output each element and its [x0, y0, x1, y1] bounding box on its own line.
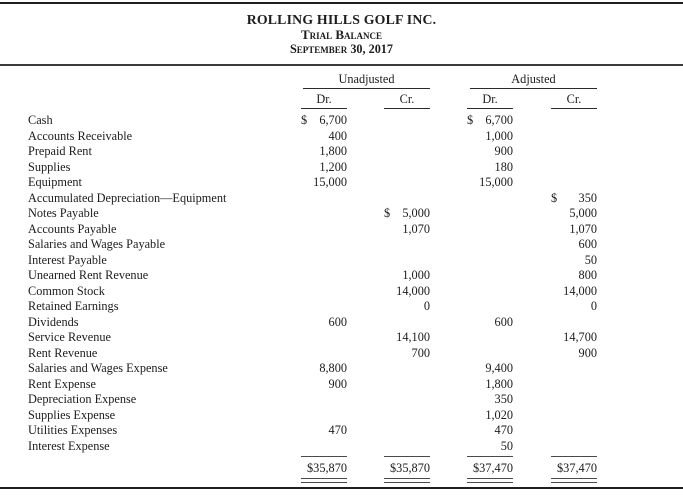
amount: [384, 284, 430, 300]
unadjusted-cr-cell: [347, 206, 430, 222]
adjusted-cr-cell: [513, 299, 597, 315]
account-name-cell: [28, 237, 264, 253]
adjusted-dr-header-cell: [430, 92, 513, 109]
account-name: Depreciation Expense: [28, 392, 137, 407]
adjusted-cr-cell: [513, 408, 597, 424]
adjusted-dr-total: $37,470: [473, 461, 513, 476]
account-name: Salaries and Wages Payable: [28, 237, 166, 252]
adjusted-cr-value: 14,000: [563, 283, 597, 298]
table-row: [0, 129, 683, 145]
amount: [551, 253, 597, 269]
unadjusted-group-cell: [264, 72, 430, 89]
unadjusted-dr-cell: [264, 408, 347, 424]
account-name-cell: [28, 113, 264, 129]
amount: [551, 330, 597, 346]
unadjusted-cr-cell: [347, 253, 430, 269]
account-name-cell: [28, 315, 264, 331]
adjusted-dr-value: 470: [494, 423, 513, 438]
adjusted-cr-value: 14,700: [563, 330, 597, 345]
unadjusted-dr-cell: [264, 129, 347, 145]
unadjusted-dr-cell: [264, 113, 347, 129]
account-name-cell: [28, 392, 264, 408]
unadjusted-dr-cell: [264, 377, 347, 393]
unadjusted-cr-value: 14,100: [396, 330, 430, 345]
table-row: [0, 423, 683, 439]
account-name: Equipment: [28, 175, 82, 190]
unadjusted-dr-cell: [264, 160, 347, 176]
account-name: Accounts Receivable: [28, 128, 133, 143]
account-name: Rent Revenue: [28, 345, 98, 360]
adjusted-group-cell: [430, 72, 597, 89]
adjusted-cr-cell: [513, 129, 597, 145]
adjusted-dr-value: 1,020: [485, 407, 513, 422]
amount: [301, 160, 347, 176]
unadjusted-dr-cell: [264, 284, 347, 300]
adjusted-cr-cell: [513, 423, 597, 439]
double-rule: [384, 478, 430, 483]
account-name-cell: [28, 206, 264, 222]
adjusted-dr-value: 180: [494, 159, 513, 174]
double-rule: [467, 478, 513, 483]
unadjusted-cr-cell: [347, 423, 430, 439]
unadjusted-cr-cell: [347, 284, 430, 300]
amount: [384, 222, 430, 238]
adjusted-dr-value: 350: [494, 392, 513, 407]
account-name-cell: [28, 377, 264, 393]
amount: [384, 206, 430, 222]
adjusted-dr-value: 1,000: [485, 128, 513, 143]
unadjusted-dr-cell: [264, 144, 347, 160]
adjusted-cr-value: 600: [578, 237, 597, 252]
unadjusted-dr-cell: [264, 175, 347, 191]
single-rule: [467, 456, 513, 457]
unadjusted-cr-value: 14,000: [396, 283, 430, 298]
unadjusted-dr-cell: [264, 439, 347, 455]
adjusted-dr-cell: [430, 175, 513, 191]
account-name: Rent Expense: [28, 376, 96, 391]
account-name: Interest Expense: [28, 438, 110, 453]
amount: [384, 268, 430, 284]
adjusted-dr-cell: [430, 361, 513, 377]
unadjusted-cr-cell: [347, 346, 430, 362]
amount: [551, 222, 597, 238]
unadjusted-dr-total-cell: [264, 460, 347, 476]
unadjusted-dr-value: 6,700: [319, 113, 347, 128]
report-title: Trial Balance: [300, 27, 383, 43]
currency-symbol: $: [551, 190, 558, 205]
unadjusted-cr-cell: [347, 237, 430, 253]
amount: [301, 377, 347, 393]
unadjusted-dr-value: 400: [328, 128, 347, 143]
unadjusted-cr-cell: [347, 191, 430, 207]
adjusted-dr-cell: [430, 222, 513, 238]
unadjusted-cr-cell: [347, 222, 430, 238]
amount: [467, 129, 513, 145]
adjusted-cr-cell: [513, 175, 597, 191]
unadjusted-cr-cell: [347, 299, 430, 315]
amount: [551, 346, 597, 362]
adjusted-group-label: Adjusted: [470, 72, 597, 89]
adjusted-cr-value: 5,000: [569, 206, 597, 221]
top-rule: [0, 2, 683, 4]
totals-label-spacer: [28, 460, 264, 476]
table-row: [0, 113, 683, 129]
unadjusted-dr-cell: [264, 423, 347, 439]
account-name: Interest Payable: [28, 252, 107, 267]
account-subheader-spacer: [28, 92, 264, 109]
adjusted-dr-cell: [430, 113, 513, 129]
account-rows: [0, 113, 683, 454]
adjusted-cr-value: 900: [578, 345, 597, 360]
adjusted-dr-cell: [430, 299, 513, 315]
adjusted-dr-cell: [430, 144, 513, 160]
unadjusted-dr-cell: [264, 392, 347, 408]
account-name-cell: [28, 423, 264, 439]
account-name: Utilities Expenses: [28, 423, 118, 438]
amount: [301, 361, 347, 377]
table-row: [0, 361, 683, 377]
account-name-cell: [28, 191, 264, 207]
adjusted-cr-cell: [513, 113, 597, 129]
currency-symbol: $: [384, 206, 391, 221]
adjusted-cr-cell: [513, 160, 597, 176]
amount: [551, 191, 597, 207]
adjusted-dr-cell: [430, 284, 513, 300]
adjusted-cr-cell: [513, 330, 597, 346]
account-name: Salaries and Wages Expense: [28, 361, 168, 376]
account-name: Unearned Rent Revenue: [28, 268, 149, 283]
account-name-cell: [28, 144, 264, 160]
adjusted-cr-cell: [513, 144, 597, 160]
adjusted-cr-cell: [513, 346, 597, 362]
adjusted-dr-double-rule-cell: [430, 478, 513, 483]
totals-double-rule-row: [0, 478, 683, 483]
adjusted-dr-total-cell: [430, 460, 513, 476]
table-row: [0, 299, 683, 315]
table-row: [0, 191, 683, 207]
table-row: [0, 330, 683, 346]
table-row: [0, 253, 683, 269]
adjusted-dr-value: 6,700: [485, 113, 513, 128]
unadjusted-dr-value: 8,800: [319, 361, 347, 376]
adjusted-cr-cell: [513, 237, 597, 253]
unadjusted-cr-header: Cr.: [384, 92, 430, 109]
adjusted-dr-cell: [430, 439, 513, 455]
adjusted-dr-cell: [430, 346, 513, 362]
account-name: Supplies Expense: [28, 407, 116, 422]
unadjusted-dr-cell: [264, 268, 347, 284]
unadjusted-dr-cell: [264, 237, 347, 253]
amount: [384, 299, 430, 315]
adjusted-dr-cell: [430, 253, 513, 269]
amount: [467, 160, 513, 176]
table-row: [0, 392, 683, 408]
adjusted-dr-value: 15,000: [479, 175, 513, 190]
unadjusted-cr-total: $35,870: [390, 461, 430, 476]
table-row: [0, 346, 683, 362]
unadjusted-cr-cell: [347, 268, 430, 284]
amount: [467, 175, 513, 191]
account-name-cell: [28, 408, 264, 424]
adjusted-dr-cell: [430, 160, 513, 176]
amount: [551, 237, 597, 253]
report-date: September 30, 2017: [290, 42, 393, 57]
table-row: [0, 284, 683, 300]
amount: [301, 423, 347, 439]
single-rule: [301, 456, 347, 457]
account-name-cell: [28, 284, 264, 300]
account-name-cell: [28, 129, 264, 145]
totals-row: [0, 460, 683, 476]
unadjusted-cr-cell: [347, 408, 430, 424]
amount: [467, 144, 513, 160]
amount: [301, 113, 347, 129]
adjusted-cr-cell: [513, 377, 597, 393]
adjusted-cr-cell: [513, 253, 597, 269]
table-row: [0, 268, 683, 284]
adjusted-cr-cell: [513, 222, 597, 238]
table-row: [0, 206, 683, 222]
rule-spacer: [28, 478, 264, 483]
adjusted-cr-value: 1,070: [569, 221, 597, 236]
amount: [551, 206, 597, 222]
account-name-cell: [28, 299, 264, 315]
unadjusted-dr-value: 1,200: [319, 159, 347, 174]
unadjusted-dr-cell: [264, 222, 347, 238]
unadjusted-dr-cell: [264, 361, 347, 377]
account-header-spacer: [28, 72, 264, 89]
unadjusted-cr-value: 700: [411, 345, 430, 360]
amount: [384, 330, 430, 346]
unadjusted-dr-double-rule-cell: [264, 478, 347, 483]
unadjusted-cr-double-rule-cell: [347, 478, 430, 483]
unadjusted-cr-cell: [347, 160, 430, 176]
adjusted-dr-cell: [430, 191, 513, 207]
unadjusted-dr-cell: [264, 330, 347, 346]
unadjusted-dr-cell: [264, 315, 347, 331]
adjusted-cr-header-cell: [513, 92, 597, 109]
adjusted-cr-header: Cr.: [551, 92, 597, 109]
unadjusted-dr-value: 1,800: [319, 144, 347, 159]
account-name-cell: [28, 222, 264, 238]
table-row: [0, 222, 683, 238]
unadjusted-cr-header-cell: [347, 92, 430, 109]
adjusted-cr-cell: [513, 439, 597, 455]
unadjusted-cr-cell: [347, 113, 430, 129]
account-name: Prepaid Rent: [28, 144, 92, 159]
adjusted-dr-value: 50: [500, 438, 513, 453]
adjusted-dr-cell: [430, 268, 513, 284]
unadjusted-dr-cell: [264, 191, 347, 207]
table-row: [0, 377, 683, 393]
column-group-header-row: [0, 72, 683, 89]
table-row: [0, 439, 683, 455]
adjusted-cr-value: 50: [584, 252, 597, 267]
unadjusted-dr-header: Dr.: [301, 92, 347, 109]
unadjusted-cr-cell: [347, 392, 430, 408]
unadjusted-cr-cell: [347, 330, 430, 346]
amount: [551, 299, 597, 315]
unadjusted-cr-value: 1,000: [402, 268, 430, 283]
amount: [301, 175, 347, 191]
adjusted-cr-value: 0: [590, 299, 597, 314]
unadjusted-cr-value: 0: [423, 299, 430, 314]
account-name: Accounts Payable: [28, 221, 117, 236]
unadjusted-cr-cell: [347, 175, 430, 191]
account-name: Accumulated Depreciation—Equipment: [28, 190, 227, 205]
double-rule: [551, 478, 597, 483]
table-row: [0, 144, 683, 160]
table-row: [0, 175, 683, 191]
adjusted-cr-double-rule-cell: [513, 478, 597, 483]
account-name: Notes Payable: [28, 206, 99, 221]
unadjusted-dr-value: 470: [328, 423, 347, 438]
adjusted-dr-cell: [430, 129, 513, 145]
unadjusted-dr-value: 600: [328, 314, 347, 329]
account-name-cell: [28, 439, 264, 455]
amount: [301, 129, 347, 145]
adjusted-cr-cell: [513, 191, 597, 207]
table-row: [0, 315, 683, 331]
adjusted-cr-cell: [513, 361, 597, 377]
unadjusted-cr-cell: [347, 377, 430, 393]
single-rule: [551, 456, 597, 457]
account-name: Supplies: [28, 159, 71, 174]
unadjusted-cr-cell: [347, 439, 430, 455]
amount: [467, 439, 513, 455]
bottom-rule: [0, 487, 683, 489]
adjusted-dr-cell: [430, 392, 513, 408]
amount: [301, 144, 347, 160]
currency-symbol: $: [467, 113, 474, 128]
adjusted-cr-cell: [513, 315, 597, 331]
unadjusted-cr-cell: [347, 361, 430, 377]
table-row: [0, 160, 683, 176]
unadjusted-group-label: Unadjusted: [303, 72, 430, 89]
unadjusted-dr-total: $35,870: [307, 461, 347, 476]
unadjusted-cr-cell: [347, 315, 430, 331]
account-name-cell: [28, 268, 264, 284]
unadjusted-dr-cell: [264, 253, 347, 269]
adjusted-cr-cell: [513, 284, 597, 300]
amount: [467, 408, 513, 424]
unadjusted-dr-cell: [264, 299, 347, 315]
adjusted-cr-total-cell: [513, 460, 597, 476]
unadjusted-cr-cell: [347, 129, 430, 145]
adjusted-dr-cell: [430, 206, 513, 222]
unadjusted-dr-value: 15,000: [313, 175, 347, 190]
account-name-cell: [28, 160, 264, 176]
adjusted-cr-cell: [513, 268, 597, 284]
company-name: ROLLING HILLS GOLF INC.: [246, 12, 437, 27]
adjusted-cr-cell: [513, 206, 597, 222]
unadjusted-dr-value: 900: [328, 376, 347, 391]
adjusted-dr-value: 900: [494, 144, 513, 159]
amount: [551, 268, 597, 284]
unadjusted-cr-total-cell: [347, 460, 430, 476]
unadjusted-dr-cell: [264, 206, 347, 222]
amount: [467, 392, 513, 408]
unadjusted-dr-header-cell: [264, 92, 347, 109]
amount: [467, 423, 513, 439]
amount: [301, 315, 347, 331]
adjusted-dr-cell: [430, 237, 513, 253]
currency-symbol: $: [301, 113, 308, 128]
adjusted-dr-cell: [430, 330, 513, 346]
header-divider-rule: [0, 64, 683, 67]
adjusted-dr-value: 600: [494, 314, 513, 329]
adjusted-dr-cell: [430, 377, 513, 393]
adjusted-cr-total: $37,470: [557, 461, 597, 476]
unadjusted-cr-value: 1,070: [402, 221, 430, 236]
account-name-cell: [28, 361, 264, 377]
single-rule: [384, 456, 430, 457]
adjusted-dr-value: 9,400: [485, 361, 513, 376]
document-header: [0, 13, 683, 56]
unadjusted-cr-cell: [347, 144, 430, 160]
adjusted-dr-header: Dr.: [467, 92, 513, 109]
account-name: Common Stock: [28, 283, 105, 298]
double-rule: [301, 478, 347, 483]
amount: [467, 361, 513, 377]
adjusted-dr-cell: [430, 408, 513, 424]
table-row: [0, 408, 683, 424]
account-name-cell: [28, 330, 264, 346]
amount: [551, 284, 597, 300]
amount: [384, 346, 430, 362]
adjusted-cr-value: 800: [578, 268, 597, 283]
account-name: Cash: [28, 113, 53, 128]
account-name-cell: [28, 253, 264, 269]
adjusted-dr-cell: [430, 315, 513, 331]
amount: [467, 377, 513, 393]
adjusted-cr-value: 350: [578, 190, 597, 205]
unadjusted-dr-cell: [264, 346, 347, 362]
amount: [467, 113, 513, 129]
account-name: Retained Earnings: [28, 299, 119, 314]
adjusted-dr-value: 1,800: [485, 376, 513, 391]
account-name-cell: [28, 175, 264, 191]
adjusted-dr-cell: [430, 423, 513, 439]
table-row: [0, 237, 683, 253]
unadjusted-cr-value: 5,000: [402, 206, 430, 221]
account-name: Service Revenue: [28, 330, 111, 345]
amount: [467, 315, 513, 331]
account-name-cell: [28, 346, 264, 362]
adjusted-cr-cell: [513, 392, 597, 408]
account-name: Dividends: [28, 314, 79, 329]
column-subheader-row: [0, 92, 683, 109]
